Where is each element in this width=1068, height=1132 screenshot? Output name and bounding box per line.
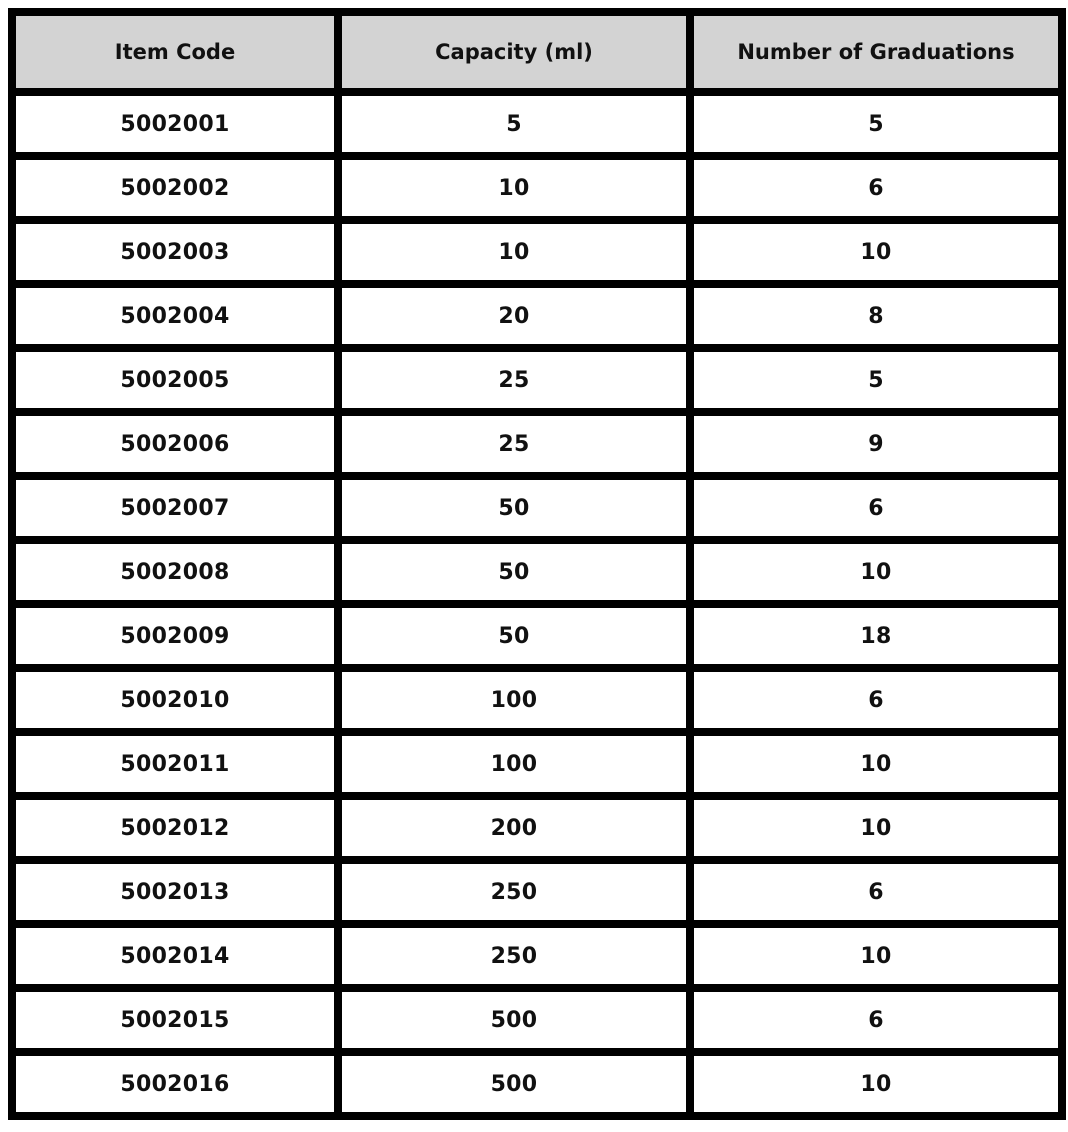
table-row — [8, 352, 1066, 416]
capacity-cell: 5 — [342, 96, 694, 160]
table-row — [8, 672, 1066, 736]
item-code-cell: 5002004 — [8, 288, 342, 352]
graduations-cell: 10 — [694, 800, 1066, 864]
table-body — [8, 96, 1066, 1120]
header-item-code: Item Code — [8, 8, 342, 96]
table-row — [8, 1056, 1066, 1120]
header-row — [8, 8, 1066, 96]
graduations-cell: 9 — [694, 416, 1066, 480]
capacity-cell: 25 — [342, 352, 694, 416]
item-code-cell: 5002010 — [8, 672, 342, 736]
graduations-cell: 6 — [694, 672, 1066, 736]
item-code-cell: 5002008 — [8, 544, 342, 608]
item-code-cell: 5002006 — [8, 416, 342, 480]
graduations-cell: 18 — [694, 608, 1066, 672]
item-code-cell: 5002016 — [8, 1056, 342, 1120]
item-code-cell: 5002014 — [8, 928, 342, 992]
capacity-cell: 50 — [342, 480, 694, 544]
capacity-cell: 20 — [342, 288, 694, 352]
capacity-cell: 50 — [342, 608, 694, 672]
capacity-cell: 10 — [342, 160, 694, 224]
header-capacity: Capacity (ml) — [342, 8, 694, 96]
item-code-cell: 5002001 — [8, 96, 342, 160]
table-row — [8, 224, 1066, 288]
graduations-cell: 6 — [694, 160, 1066, 224]
capacity-cell: 50 — [342, 544, 694, 608]
capacity-cell: 500 — [342, 992, 694, 1056]
capacity-cell: 200 — [342, 800, 694, 864]
item-code-cell: 5002015 — [8, 992, 342, 1056]
graduations-cell: 10 — [694, 928, 1066, 992]
table-row — [8, 736, 1066, 800]
table-row — [8, 96, 1066, 160]
capacity-cell: 25 — [342, 416, 694, 480]
capacity-cell: 250 — [342, 928, 694, 992]
table-row — [8, 544, 1066, 608]
table-row — [8, 992, 1066, 1056]
item-code-cell: 5002003 — [8, 224, 342, 288]
table-row — [8, 928, 1066, 992]
item-code-cell: 5002011 — [8, 736, 342, 800]
graduations-cell: 10 — [694, 1056, 1066, 1120]
graduations-cell: 5 — [694, 352, 1066, 416]
capacity-cell: 500 — [342, 1056, 694, 1120]
graduations-cell: 6 — [694, 480, 1066, 544]
capacity-cell: 100 — [342, 672, 694, 736]
table-row — [8, 608, 1066, 672]
item-code-cell: 5002005 — [8, 352, 342, 416]
table-row — [8, 800, 1066, 864]
table-row — [8, 288, 1066, 352]
item-code-cell: 5002013 — [8, 864, 342, 928]
table-row — [8, 416, 1066, 480]
capacity-cell: 10 — [342, 224, 694, 288]
product-spec-table — [8, 8, 1066, 1120]
graduations-cell: 10 — [694, 736, 1066, 800]
table-row — [8, 480, 1066, 544]
header-number-of-graduations: Number of Graduations — [694, 8, 1066, 96]
graduations-cell: 10 — [694, 544, 1066, 608]
table-row — [8, 160, 1066, 224]
item-code-cell: 5002009 — [8, 608, 342, 672]
graduations-cell: 8 — [694, 288, 1066, 352]
capacity-cell: 100 — [342, 736, 694, 800]
table-header — [8, 8, 1066, 96]
capacity-cell: 250 — [342, 864, 694, 928]
item-code-cell: 5002002 — [8, 160, 342, 224]
table-row — [8, 864, 1066, 928]
graduations-cell: 5 — [694, 96, 1066, 160]
graduations-cell: 6 — [694, 992, 1066, 1056]
graduations-cell: 6 — [694, 864, 1066, 928]
item-code-cell: 5002012 — [8, 800, 342, 864]
item-code-cell: 5002007 — [8, 480, 342, 544]
graduations-cell: 10 — [694, 224, 1066, 288]
